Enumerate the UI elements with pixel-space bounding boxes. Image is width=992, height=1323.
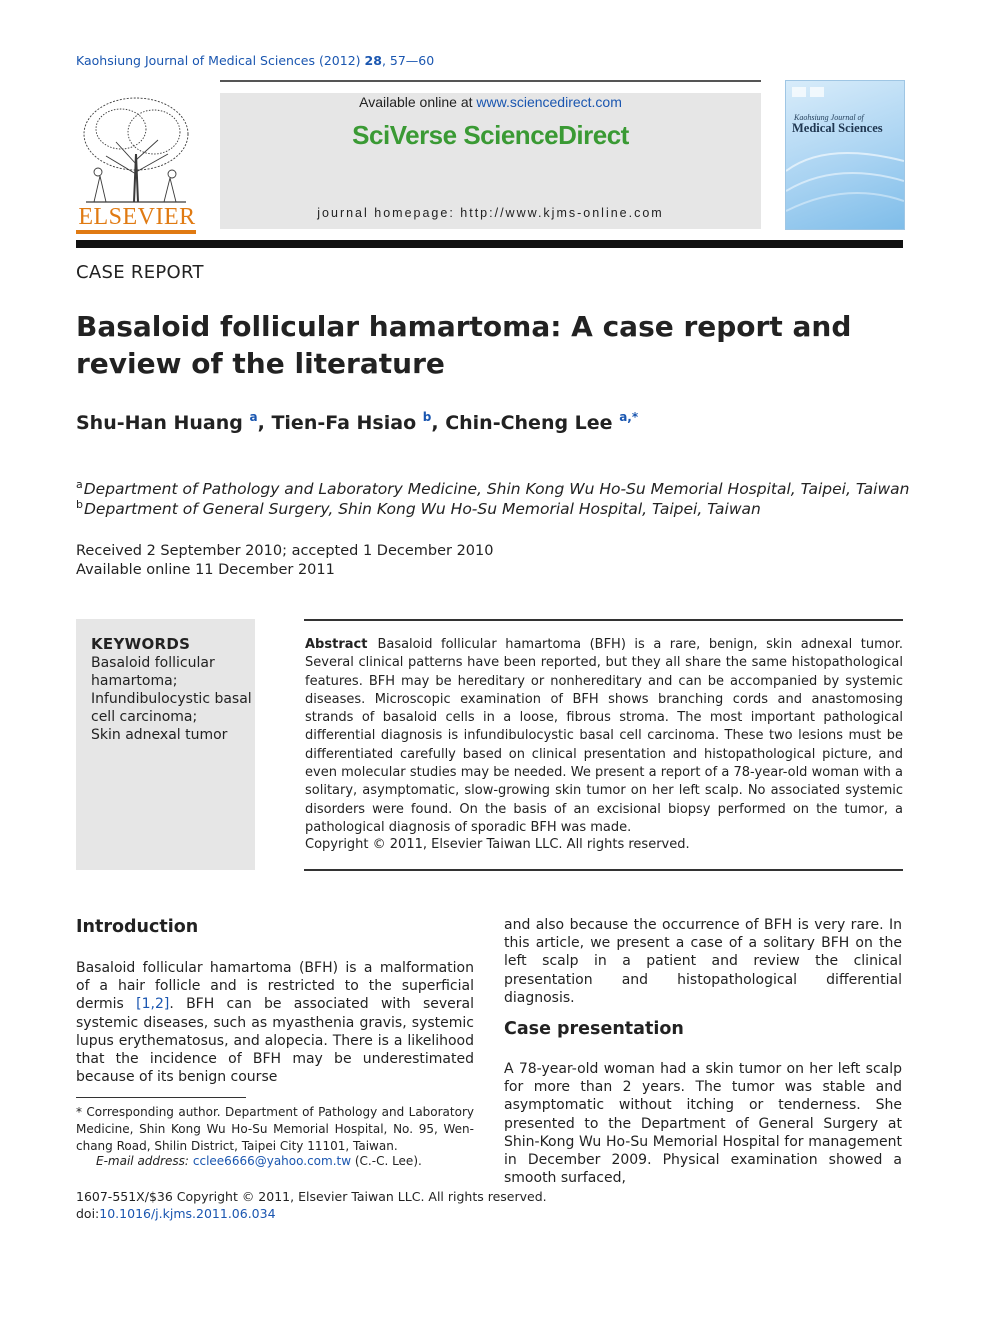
author-list: Shu-Han Huang $^a$, Tien-Fa Hsiao $^b$, Chin-Cheng Lee $^{a,*}$ [76, 410, 639, 434]
abstract-text: Basaloid follicular hamartoma (BFH) is a rare, benign, skin adnexal tumor. Several clinical patterns have been reported, but they all share the same histopathological features. BFH may be hereditary or nonhereditary and can be accompanied by systemic diseases. Microscopic examination of BFH shows branching cords and anastomosing strands of basaloid cells in a loose, fibrous stroma. The most important pathological differential diagnosis is infundibulocystic basal cell carcinoma. These two lesions must be differentiated carefully based on clinical presentation and histopathological picture, and even molecular studies may be needed. We present a report of a 78-year-old woman with a solitary, asymptomatic, slow-growing skin tumor on her left scalp. No associated systemic disorders were found. On the basis of an excisional biopsy performed on the tumor, a pathological diagnosis of sporadic BFH was made. [305, 637, 903, 835]
reference-link[interactable]: [1,2] [136, 996, 170, 1013]
keyword-line: Infundibulocystic basal [91, 691, 252, 707]
logo-underline [76, 230, 196, 234]
introduction-paragraph [76, 959, 474, 1086]
available-online [220, 94, 761, 110]
cover-subtitle: Kaohsiung Journal of [794, 113, 864, 122]
author-name[interactable]: Chin-Cheng Lee [445, 412, 613, 434]
journal-homepage[interactable]: journal homepage: http://www.kjms-online.com [317, 206, 664, 220]
available-online-date: Available online 11 December 2011 [76, 562, 335, 578]
footnote-rule [76, 1097, 246, 1098]
introduction-continuation: and also because the occurrence of BFH is very rare. In this article, we present a case of a solitary BFH on the left scalp in a patient and review the clinical presentation and histopathological differential diagnosis. [504, 917, 902, 1006]
author-affiliation-mark[interactable]: b [422, 410, 432, 424]
corresponding-author-footnote: * Corresponding author. Department of Pathology and Laboratory Medicine, Shin Kong Wu Ho-Su Memorial Hospital, No. 95, Wen-chang Road, Shilin District, Taipei City 11101, Taiwan. [76, 1105, 474, 1153]
author-name[interactable]: Tien-Fa Hsiao [271, 412, 417, 434]
affiliation-text: Department of Pathology and Laboratory Medicine, Shin Kong Wu Ho-Su Memorial Hospital, Taipei, Taiwan [83, 480, 910, 498]
elsevier-wordmark: ELSEVIER [78, 204, 196, 230]
citation-volume: 28 [364, 53, 382, 68]
citation-pages: , 57—60 [381, 53, 435, 68]
email-label: E-mail address: [96, 1154, 189, 1168]
abstract-label: Abstract [305, 637, 368, 652]
section-label: CASE REPORT [76, 262, 204, 283]
intro-text: . BFH can be associated with several systemic diseases, such as myasthenia gravis, systemic lupus erythematosus, and alopecia. There is a likelihood that the incidence of BFH may be underestimated because of its benign course [76, 996, 474, 1086]
article-title: Basaloid follicular hamartoma: A case report and review of the literature [76, 310, 852, 380]
issn-copyright: 1607-551X/$36 Copyright © 2011, Elsevier Taiwan LLC. All rights reserved. [76, 1189, 547, 1204]
abstract-top-rule [304, 619, 903, 621]
journal-cover [785, 80, 905, 230]
cover-wave-graphic [786, 81, 904, 229]
sciverse-brand: SciVerse ScienceDirect [352, 120, 629, 150]
keyword-line: hamartoma; [91, 673, 178, 689]
intro-text: Basaloid follicular hamartoma (BFH) is a malformation of a hair follicle and is restricted to the superficial dermis [76, 960, 474, 1013]
doi-line [76, 1206, 276, 1221]
introduction-heading: Introduction [76, 917, 199, 937]
abstract [305, 636, 903, 837]
keyword-line: Skin adnexal tumor [91, 727, 228, 743]
header-thick-rule [76, 240, 903, 248]
journal-citation[interactable] [76, 53, 434, 68]
author-affiliation-mark[interactable]: a,* [619, 410, 639, 424]
doi-link[interactable]: 10.1016/j.kjms.2011.06.034 [99, 1206, 276, 1221]
email-suffix: (C.-C. Lee). [351, 1154, 422, 1168]
affiliation-mark: b [76, 498, 83, 511]
case-presentation-paragraph: A 78-year-old woman had a skin tumor on her left scalp for more than 2 years. The tumor was stable and asymptomatic without itching or tenderness. She presented to the Department of General Surgery at Shin-Kong Wu Ho-Su Memorial Hospital for management in December 2009. Physical examination showed a smooth surfaced, [504, 1061, 902, 1187]
abstract-copyright: Copyright © 2011, Elsevier Taiwan LLC. All rights reserved. [305, 837, 690, 852]
header-top-rule [220, 80, 761, 82]
available-prefix: Available online at [359, 94, 477, 110]
keywords-heading: KEYWORDS [91, 635, 191, 653]
elsevier-tree-logo [76, 94, 196, 204]
email-line [96, 1154, 422, 1168]
affiliation-text: Department of General Surgery, Shin Kong Wu Ho-Su Memorial Hospital, Taipei, Taiwan [83, 500, 761, 518]
author-name[interactable]: Shu-Han Huang [76, 412, 243, 434]
keyword-line: Basaloid follicular [91, 655, 215, 671]
doi-prefix: doi: [76, 1206, 100, 1221]
received-dates: Received 2 September 2010; accepted 1 December 2010 [76, 543, 494, 559]
email-link[interactable]: cclee6666@yahoo.com.tw [192, 1154, 352, 1168]
affiliation-mark: a [76, 478, 83, 491]
affiliation [76, 478, 909, 498]
cover-title: Medical Sciences [792, 121, 883, 135]
sciencedirect-link[interactable]: www.sciencedirect.com [476, 94, 622, 110]
keyword-line: cell carcinoma; [91, 709, 198, 725]
abstract-bottom-rule [304, 869, 903, 871]
affiliation [76, 498, 761, 518]
author-affiliation-mark[interactable]: a [249, 410, 258, 424]
citation-journal: Kaohsiung Journal of Medical Sciences (2012) [76, 53, 361, 68]
case-presentation-heading: Case presentation [504, 1019, 684, 1039]
